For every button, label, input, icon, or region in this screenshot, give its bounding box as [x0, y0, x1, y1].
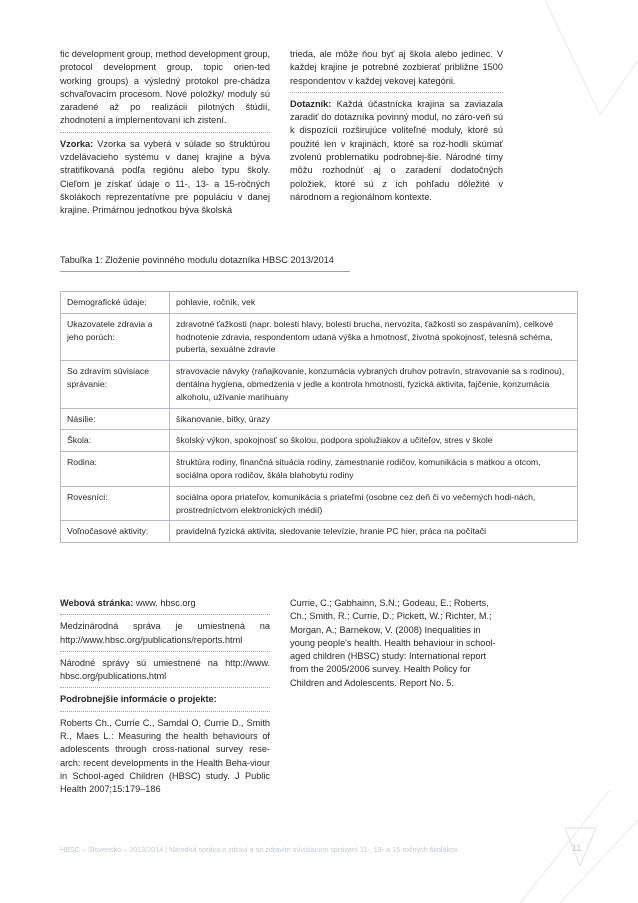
table-caption: Tabuľka 1: Zloženie povinného modulu dotazníka HBSC 2013/2014 — [60, 255, 334, 265]
table-row — [61, 408, 578, 430]
paragraph-sample-size: trieda, ale môže ňou byť aj škola alebo jedinec. V každej krajine je potrebné zozbierať približne 1500 respondentov v každej vekovej kategórii. — [290, 48, 503, 93]
table-row — [61, 521, 578, 543]
dotaznik-label: Dotazník: — [290, 98, 332, 109]
national-report-link[interactable]: Národné správy sú umiestnené na http://www. hbsc.org/publications.html — [60, 657, 270, 689]
footer-text: HBSC – Slovensko – 2013/2014 | Národná správa o zdraví a so zdravím súvisiacom správaní 11-, 13- a 15-ročných školákov — [60, 845, 458, 854]
more-info-label: Podrobnejšie informácie o projekte: — [60, 694, 217, 705]
table-row-items: pravidelná fyzická aktivita, sledovanie televízie, hranie PC hier, práca na počítači — [170, 521, 578, 543]
reference-currie: Currie, C.; Gabhainn, S.N.; Godeau, E.; Roberts, Ch.; Smith, R.; Currie, D.; Pickett, W.; Richter, M.; Morgan, A.; Barnekow, V. (2008) Inequalities in young people's health. Health behaviour in school-aged children (HBSC) study: International report from the 2005/2006 survey. Health Policy for Children and Adolescents. Report No. 5. — [290, 598, 496, 688]
vzorka-text: Vzorka sa vyberá v súlade so štruktúrou vzdelávacieho systému v danej krajine a býva stratifikovaná podľa regiónu alebo typu školy. Cieľom je získať údaje o 11-, 13- a 15-ročných školákoch reprezentatívne pre populáciu v danej krajine. Primárnou jednotkou býva školská — [60, 138, 270, 216]
table-row — [61, 292, 578, 314]
table-row — [61, 313, 578, 360]
page-number: 11 — [572, 843, 582, 853]
table-row — [61, 361, 578, 408]
intl-report-link[interactable]: Medzinárodná správa je umiestnená na http://www.hbsc.org/publications/reports.html — [60, 620, 270, 652]
right-column-bottom — [290, 597, 503, 695]
website-label: Webová stránka: — [60, 598, 134, 608]
table-row-items: stravovacie návyky (raňajkovanie, konzumácia vybraných druhov potravín, stravovanie sa s rodinou), dentálna hygiena, obmedzenia v jedle a kontrola hmotnosti, fyzická aktivita, fajčenie, konzumácia alkoholu, užívanie marihuany — [170, 361, 578, 408]
table-row-category: Rodina: — [61, 452, 170, 487]
table-row-category: Rovesníci: — [61, 486, 170, 521]
table-row — [61, 452, 578, 487]
table-row-items: školský výkon, spokojnosť so školou, podpora spolužiakov a učiteľov, stres v škole — [170, 430, 578, 452]
left-column-bottom — [60, 597, 270, 802]
table-row — [61, 486, 578, 521]
dotaznik-text: Každá účastnícka krajina sa zaviazala zaradiť do dotazníka povinný modul, no záro-veň sú k dispozícii rozširujúce voliteľné moduly, ktoré sú použité len v krajinách, ktoré sa roz-hodli skúmať zvolenú problematiku podrobnej-šie. Národné tímy môžu rozhodnúť aj o zaradení dodatočných položiek, ktoré sú z ich pohľadu dôležité v národnom a regionálnom kontexte. — [290, 98, 503, 202]
reference-roberts: Roberts Ch., Currie C., Samdal O, Currie D., Smith R., Maes L.: Measuring the health behaviours of adolescents through cross-national survey rese-arch: recent developments in the Health Beha-viour in School-aged Children (HBSC) study. J Public Health 2007;15:179–186 — [60, 717, 270, 795]
table-row-items: štruktúra rodiny, finančná situácia rodiny, zamestnanie rodičov, komunikácia s matkou a otcom, sociálna opora rodičov, škála blahobytu rodiny — [170, 452, 578, 487]
caption-divider — [60, 271, 350, 272]
table-row-category: Násilie: — [61, 408, 170, 430]
table-row-items: šikanovanie, bitky, úrazy — [170, 408, 578, 430]
website-url[interactable]: www. hbsc.org — [133, 598, 196, 608]
questionnaire-module-table — [60, 291, 578, 543]
table-row-category: So zdravím súvisiace správanie: — [61, 361, 170, 408]
table-row-category: Ukazovatele zdravia a jeho porúch: — [61, 313, 170, 360]
right-column-top — [290, 48, 503, 209]
left-column-top — [60, 48, 270, 223]
paragraph-vzorka — [60, 138, 270, 218]
paragraph-dotaznik — [290, 98, 503, 204]
website-line — [60, 597, 270, 615]
table-row-items: zdravotné ťažkosti (napr. bolesti hlavy, bolesti brucha, nervozita, ťažkosti so zaspávaním), celkové hodnotenie zdravia, respondentom udaná výška a hmotnosť, životná spokojnosť, telesná schéma, puberta, sexuálne zdravie — [170, 313, 578, 360]
table-row-category: Voľnočasové aktivity: — [61, 521, 170, 543]
vzorka-label: Vzorka: — [60, 138, 94, 149]
table-row-category: Demografické údaje: — [61, 292, 170, 314]
paragraph-protocol: fic development group, method development group, protocol development group, topic orien-ted working groups) a výsledný protokol pre-chádza schvaľovacím procesom. Nové položky/ moduly sú zaradené až po realizácii pilotných štúdií, zhodnotení a implementovaní ich zistení. — [60, 48, 270, 133]
table-row — [61, 430, 578, 452]
more-info-heading — [60, 693, 270, 711]
table-row-items: pohlavie, ročník, vek — [170, 292, 578, 314]
table-row-category: Škola: — [61, 430, 170, 452]
table-row-items: sociálna opora priateľov, komunikácia s priateľmi (osobne cez deň či vo večerných hodi-nách, prostredníctvom elektronických médií) — [170, 486, 578, 521]
